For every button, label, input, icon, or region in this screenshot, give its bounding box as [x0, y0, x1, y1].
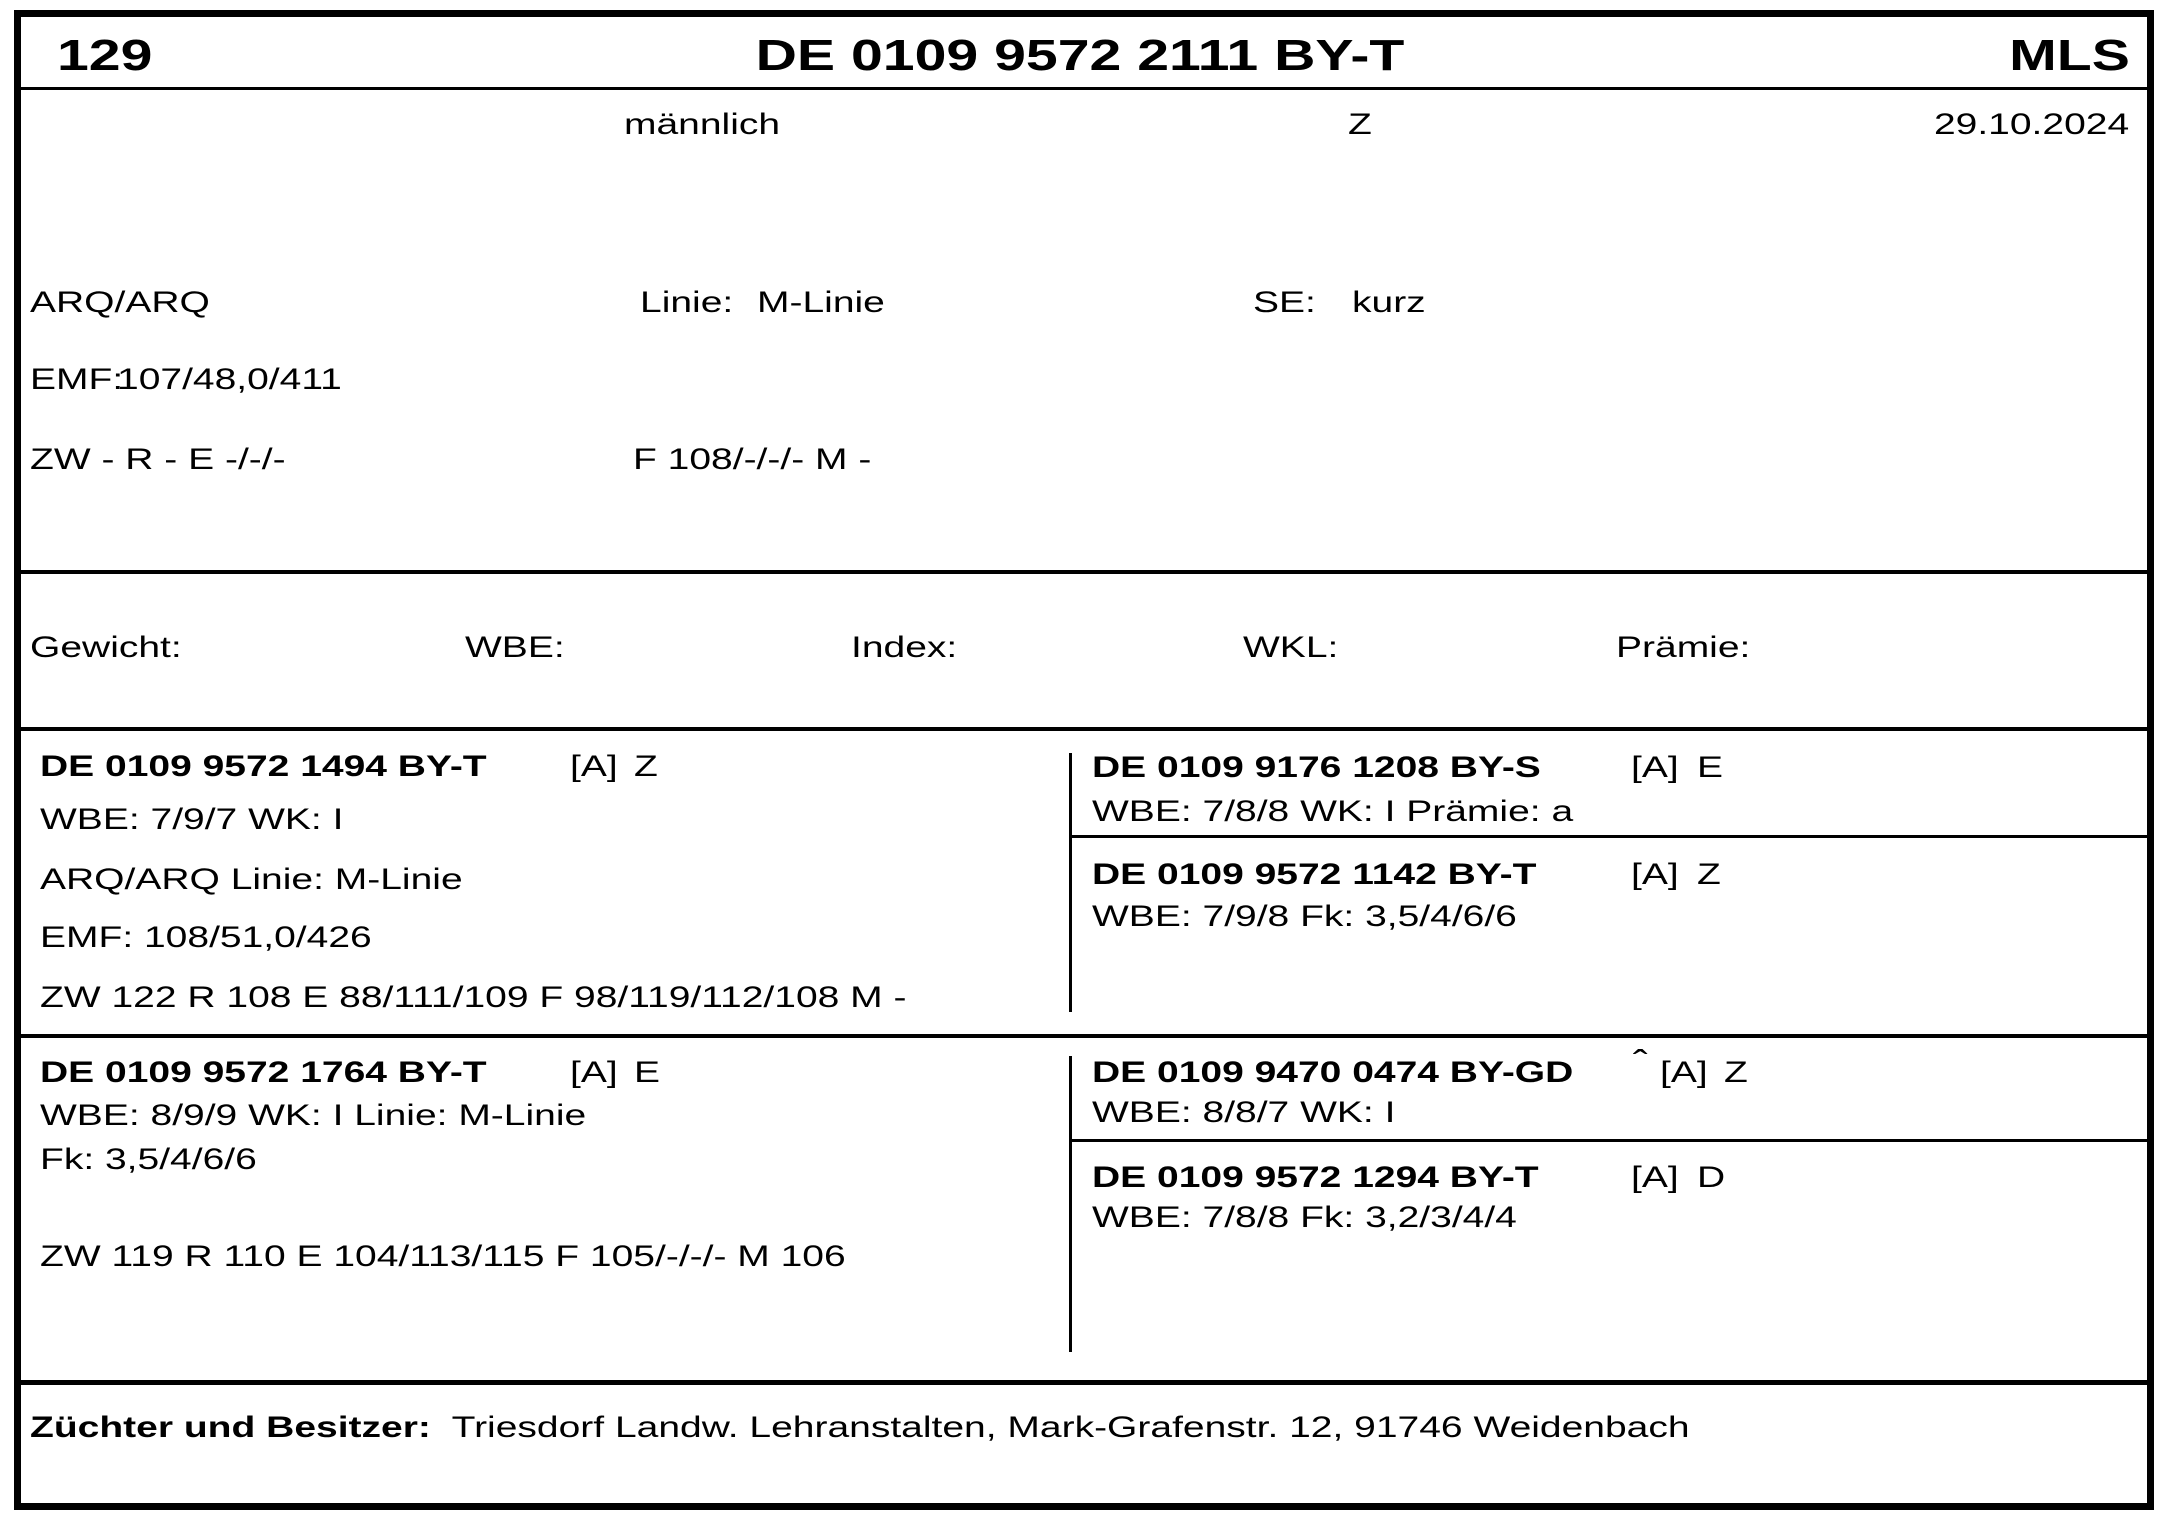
genotype-value: ARQ/ARQ [30, 286, 210, 319]
pedigree-top-right-lower-id: DE 0109 9572 1142 BY-T [1092, 858, 1537, 891]
se-value: kurz [1352, 286, 1426, 319]
pedigree-top-right-upper-id: DE 0109 9176 1208 BY-S [1092, 751, 1541, 784]
pedigree-bottom-left-code: E [634, 1056, 661, 1089]
praemie-label: Prämie: [1616, 631, 1751, 664]
breeder-owner-label: Züchter und Besitzer: [30, 1411, 431, 1444]
pedigree-bottom-right-upper-prefix: ˆ [1633, 1044, 1648, 1082]
measures-bottom-line [21, 727, 2147, 731]
pedigree-top-vertical-divider [1069, 753, 1072, 1012]
index-label: Index: [851, 631, 958, 664]
f-breeding-values: F 108/-/-/- M - [633, 443, 872, 476]
pedigree-top-right-lower-tag: [A] [1631, 858, 1679, 891]
footer-divider-line [21, 1380, 2147, 1385]
breeder-owner-value: Triesdorf Landw. Lehranstalten, Mark-Grafenstr. 12, 91746 Weidenbach [451, 1411, 1690, 1444]
pedigree-bottom-left-tag: [A] [570, 1056, 618, 1089]
pedigree-bottom-right-lower-tag: [A] [1631, 1161, 1679, 1194]
pedigree-mid-divider [21, 1034, 2147, 1038]
sex-value: männlich [624, 108, 781, 141]
emf-label: EMF: [30, 363, 124, 396]
pedigree-bottom-right-lower-row: WBE: 7/8/8 Fk: 3,2/3/4/4 [1092, 1201, 1517, 1234]
pedigree-bottom-left-id: DE 0109 9572 1764 BY-T [40, 1056, 487, 1089]
pedigree-bottom-right-upper-id: DE 0109 9470 0474 BY-GD [1092, 1056, 1574, 1089]
pedigree-bottom-right-divider [1070, 1139, 2147, 1142]
emf-value: 107/48,0/411 [117, 363, 342, 396]
pedigree-bottom-right-lower-code: D [1697, 1161, 1726, 1194]
pedigree-bottom-right-lower-id: DE 0109 9572 1294 BY-T [1092, 1161, 1539, 1194]
pedigree-top-left-row: EMF: 108/51,0/426 [40, 921, 372, 954]
pedigree-bottom-right-upper-tag: [A] [1660, 1056, 1708, 1089]
pedigree-top-left-tag: [A] [570, 750, 618, 783]
catalog-number: 129 [57, 31, 153, 80]
date-value: 29.10.2024 [1933, 108, 2129, 141]
pedigree-bottom-right-upper-row: WBE: 8/8/7 WK: I [1092, 1096, 1396, 1129]
pedigree-bottom-left-row: WBE: 8/9/9 WK: I Linie: M-Linie [40, 1099, 587, 1132]
pedigree-top-right-lower-code: Z [1697, 858, 1721, 891]
gewicht-label: Gewicht: [30, 631, 182, 664]
status-code: Z [1348, 108, 1372, 141]
pedigree-bottom-left-row: Fk: 3,5/4/6/6 [40, 1143, 257, 1176]
pedigree-top-right-lower-row: WBE: 7/9/8 Fk: 3,5/4/6/6 [1092, 900, 1517, 933]
se-label: SE: [1253, 286, 1316, 319]
zw-breeding-values: ZW - R - E -/-/- [30, 443, 286, 476]
pedigree-bottom-left-row: ZW 119 R 110 E 104/113/115 F 105/-/-/- M 106 [40, 1240, 846, 1273]
pedigree-top-left-code: Z [634, 750, 658, 783]
measures-top-line [21, 570, 2147, 574]
pedigree-top-right-upper-row: WBE: 7/8/8 WK: I Prämie: a [1092, 795, 1574, 828]
pedigree-top-right-upper-tag: [A] [1631, 751, 1679, 784]
pedigree-bottom-vertical-divider [1069, 1056, 1072, 1352]
pedigree-top-left-row: WBE: 7/9/7 WK: I [40, 803, 344, 836]
pedigree-top-left-id: DE 0109 9572 1494 BY-T [40, 750, 487, 783]
pedigree-top-right-upper-code: E [1697, 751, 1724, 784]
breeder-owner-line [30, 1413, 1690, 1443]
pedigree-top-right-divider [1070, 835, 2147, 838]
organization-code: MLS [2009, 31, 2130, 80]
line-value: M-Linie [757, 286, 885, 319]
line-label: Linie: [640, 286, 734, 319]
animal-id-title: DE 0109 9572 2111 BY-T [755, 31, 1405, 80]
header-divider-line [21, 87, 2147, 90]
pedigree-top-left-row: ARQ/ARQ Linie: M-Linie [40, 863, 463, 896]
wbe-label: WBE: [465, 631, 565, 664]
pedigree-top-left-row: ZW 122 R 108 E 88/111/109 F 98/119/112/108 M - [40, 981, 907, 1014]
pedigree-bottom-right-upper-code: Z [1724, 1056, 1748, 1089]
wkl-label: WKL: [1243, 631, 1339, 664]
